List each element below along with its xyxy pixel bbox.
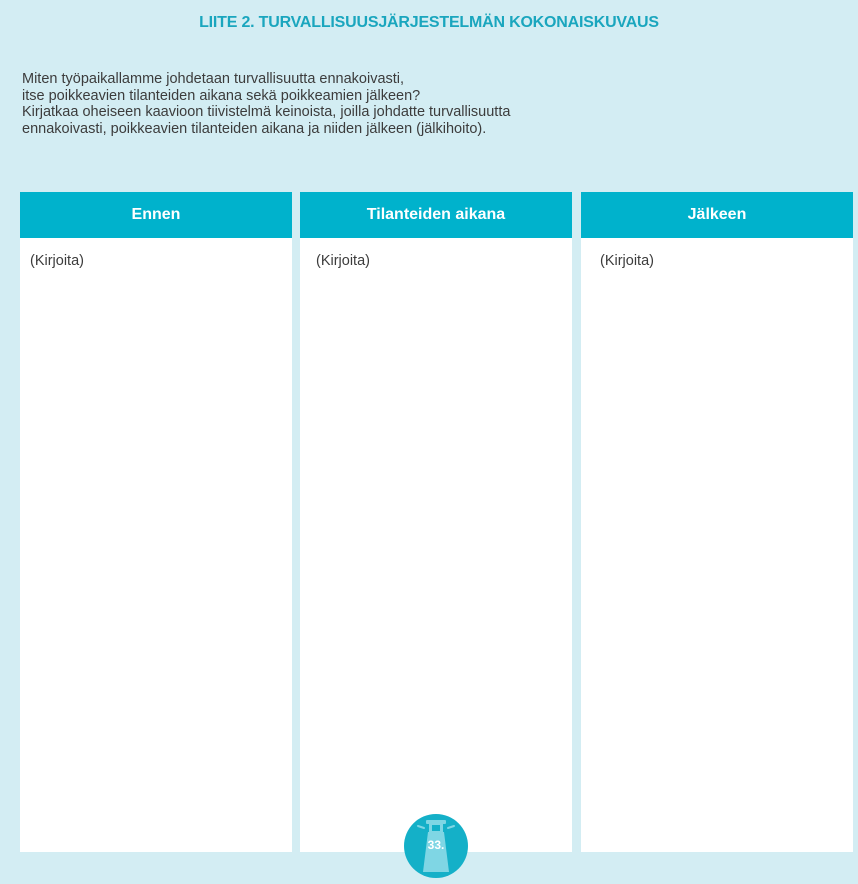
column-input-tilanteiden-aikana[interactable]: (Kirjoita) (316, 253, 370, 269)
column-input-jalkeen[interactable]: (Kirjoita) (600, 253, 654, 269)
intro-line: itse poikkeavien tilanteiden aikana sekä poikkeamien jälkeen? (22, 87, 421, 104)
column-ennen (20, 192, 292, 852)
page-number-badge (404, 814, 468, 878)
column-input-ennen[interactable]: (Kirjoita) (30, 253, 84, 269)
column-jalkeen (581, 192, 853, 852)
page-number: 33. (427, 838, 445, 852)
column-header-ennen: Ennen (20, 192, 292, 238)
column-tilanteiden-aikana (300, 192, 572, 852)
intro-line: Kirjatkaa oheiseen kaavioon tiivistelmä keinoista, joilla johdatte turvallisuutta (22, 104, 511, 120)
intro-line: ennakoivasti, poikkeavien tilanteiden aikana ja niiden jälkeen (jälkihoito). (22, 120, 487, 137)
column-header-tilanteiden-aikana: Tilanteiden aikana (300, 192, 572, 238)
intro-line: Miten työpaikallamme johdetaan turvallisuutta ennakoivasti, (22, 71, 405, 87)
intro-text (22, 71, 662, 137)
column-header-jalkeen: Jälkeen (581, 192, 853, 238)
page-title: LIITE 2. TURVALLISUUSJÄRJESTELMÄN KOKONAISKUVAUS (199, 14, 659, 31)
